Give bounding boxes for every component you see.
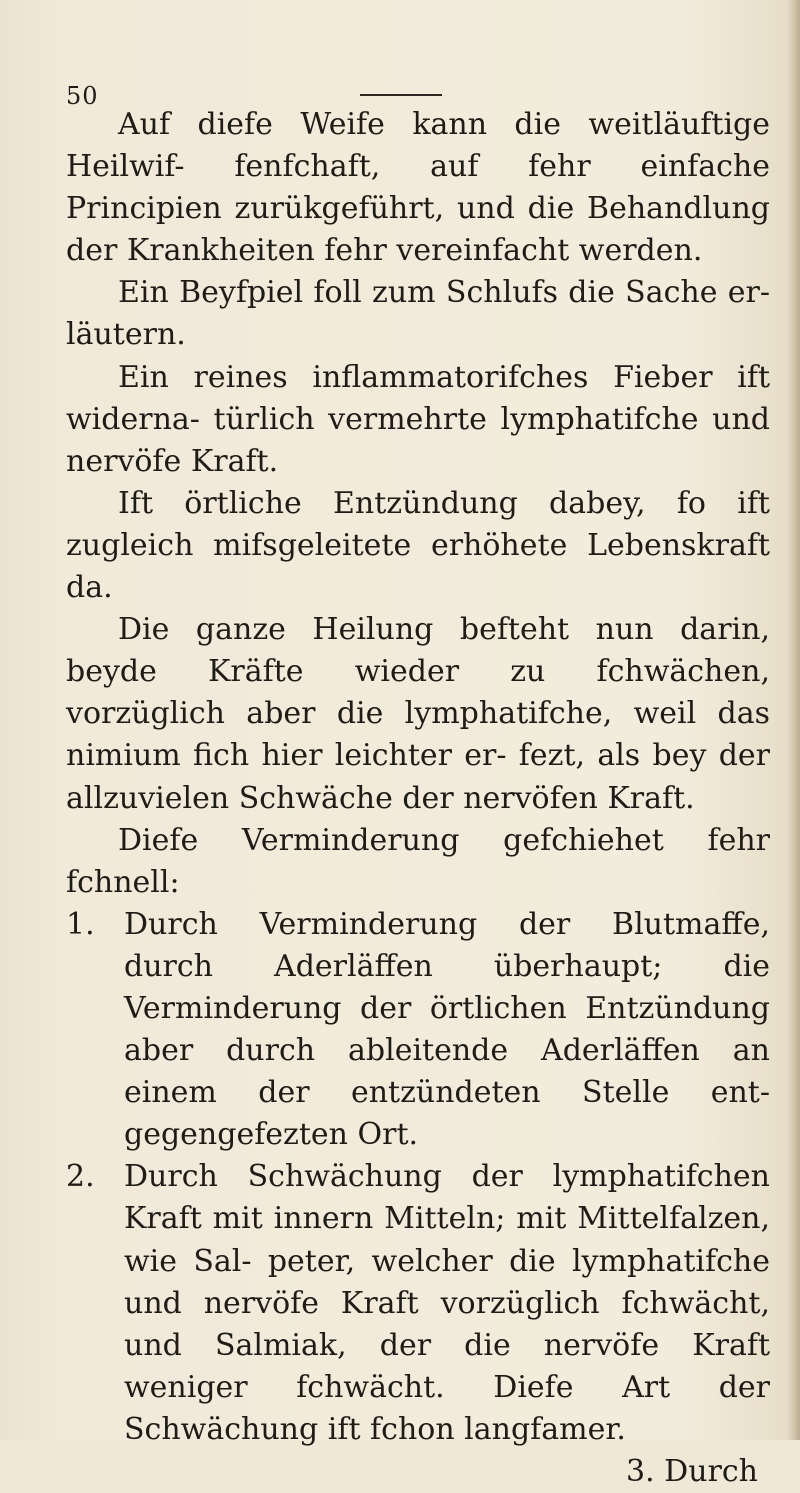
page-text [66, 104, 770, 1493]
page-number: 50 [66, 82, 99, 110]
list-item [66, 904, 770, 1157]
paragraph: Auf diefe Weife kann die weitläuftige Heilwif- fenfchaft, auf fehr einfache Principien zurükgeführt, und die Behandlung der Krankheiten fehr vereinfacht werden. [66, 107, 770, 269]
list-item-number: 2. [66, 1159, 95, 1195]
paragraph: Ift örtliche Entzündung dabey, fo ift zugleich mifsgeleitete erhöhete Lebenskraft da. [66, 485, 770, 606]
page-edge [786, 0, 800, 1440]
header-rule [360, 94, 442, 96]
catchword: 3. Durch [626, 1454, 758, 1489]
paragraph: Diefe Verminderung gefchiehet fehr fchnell: [66, 822, 770, 900]
paragraph: Ein Beyfpiel foll zum Schlufs die Sache er- läutern. [66, 275, 770, 353]
list-item-text: Durch Verminderung der Blutmaffe, durch Aderläffen überhaupt; die Verminderung der örtlichen Entzündung aber durch ableitende Aderläffen an einem der entzündeten Stelle ent- gegengefezten Ort. [124, 906, 770, 1153]
list-item-number: 1. [66, 906, 95, 942]
paragraph: Ein reines inflammatorifches Fieber ift widerna- türlich vermehrte lymphatifche und nervöfe Kraft. [66, 359, 770, 479]
paragraph: Die ganze Heilung befteht nun darin, beyde Kräfte wieder zu fchwächen, vorzüglich aber die lymphatifche, weil das nimium fich hier leichter er- fezt, als bey der allzuvielen Schwäche der nervöfen Kraft. [66, 612, 770, 816]
list-item [66, 1156, 770, 1451]
list-item-text: Durch Schwächung der lymphatifchen Kraft mit innern Mitteln; mit Mittelfalzen, wie Sal- peter, welcher die lymphatifche und nervöfe Kraft vorzüglich fchwächt, und Salmiak, der die nervöfe Kraft weniger fchwächt. Diefe Art der Schwächung ift fchon langfamer. [124, 1159, 770, 1447]
